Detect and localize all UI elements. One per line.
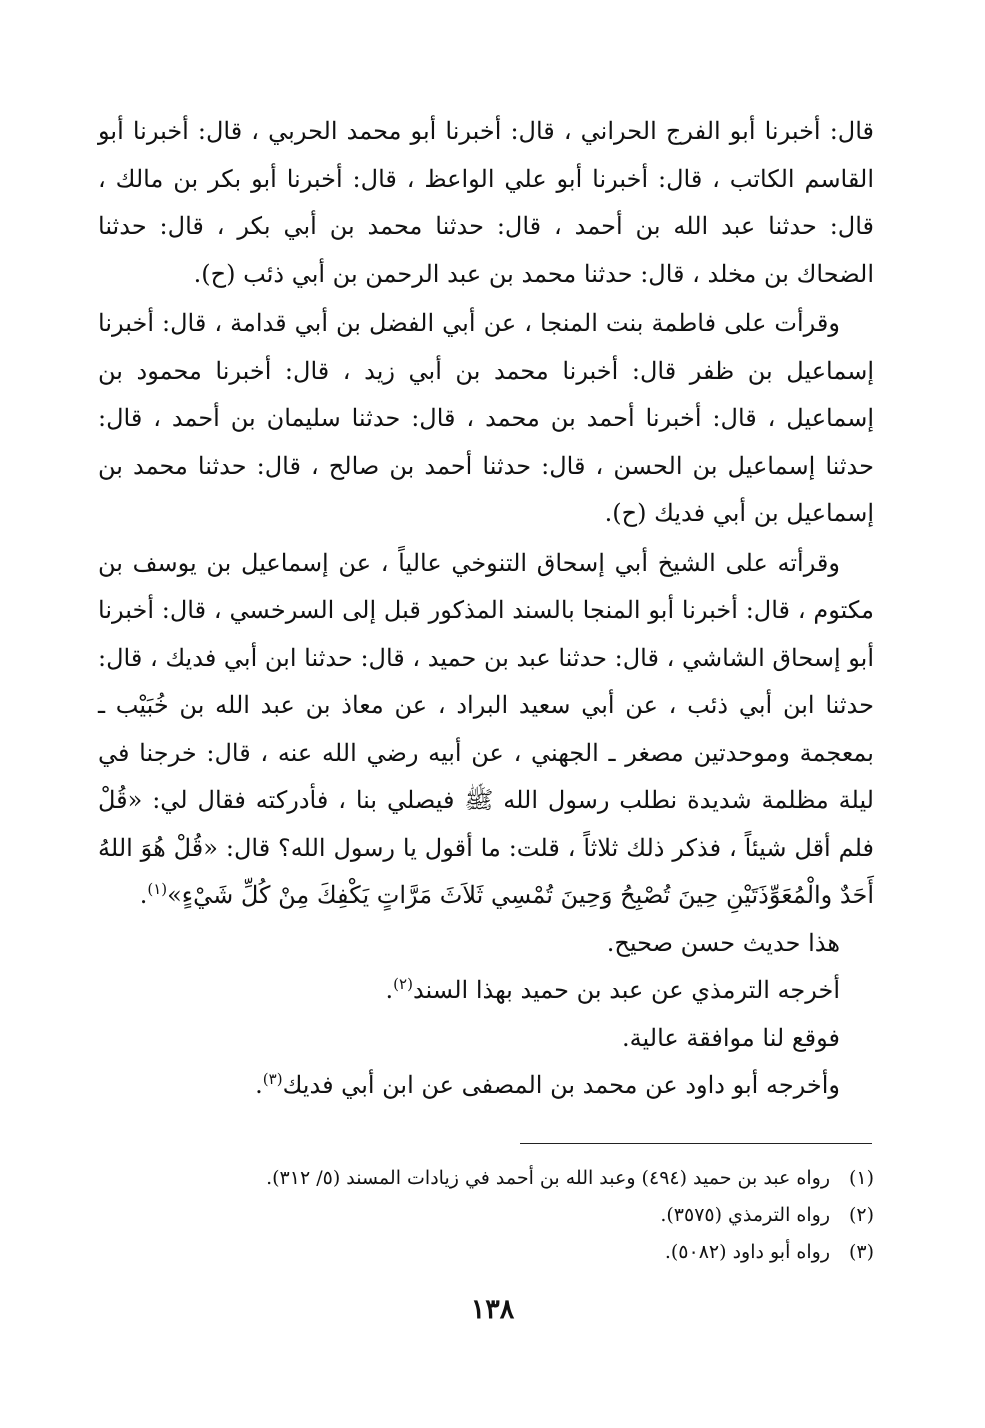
footnote-3-text: رواه أبو داود (٥٠٨٢). — [664, 1241, 830, 1263]
footnote-ref-3: (٣) — [262, 1070, 283, 1088]
line-hadith-grade-text: هذا حديث حسن صحيح. — [606, 928, 840, 957]
footnote-2-number: (٢) — [848, 1204, 874, 1226]
footnote-3-number: (٣) — [848, 1241, 874, 1263]
line-abu-dawud-text: وأخرجه أبو داود عن محمد بن المصفى عن ابن أبي فديك — [282, 1071, 840, 1099]
line-tirmidhi-text: أخرجه الترمذي عن عبد بن حميد بهذا السند — [412, 976, 840, 1004]
footnote-1-text: رواه عبد بن حميد (٤٩٤) وعبد الله بن أحمد في زيادات المسند (٥/ ٣١٢). — [266, 1167, 830, 1189]
footnote-ref-2: (٢) — [393, 975, 413, 993]
paragraph-3-text: وقرأته على الشيخ أبي إسحاق التنوخي عالياً ، عن إسماعيل بن يوسف بن مكتوم ، قال: أخبرنا أبو المنجا بالسند المذكور قبل إلى السرخسي ، قال: أخبرنا أبو إسحاق الشاشي ، قال: حدثنا عبد بن حميد ، قال: حدثنا ابن أبي فديك ، قال: حدثنا ابن أبي ذئب ، عن أبي سعيد البراد ، عن معاذ بن عبد الله بن خُبَيْب ـ بمعجمة وموحدتين مصغر ـ الجهني ، عن أبيه رضي الله عنه ، قال: خرجنا في ليلة مظلمة شديدة نطلب رسول الله ﷺ فيصلي بنا ، فأدركته فقال لي: «قُلْ فلم أقل شيئاً ، فذكر ذلك ثلاثاً ، قلت: ما أقول يا رسول الله؟ قال: «قُلْ هُوَ اللهُ أَحَدٌ والْمُعَوِّذَتَيْنِ حِينَ تُصْبِحُ وَحِينَ تُمْسِي ثَلاَثَ مَرَّاتٍ يَكْفِكَ مِنْ كُلِّ شَيْءٍ» — [98, 548, 875, 909]
footnote-1 — [98, 1160, 874, 1197]
line-hadith-grade — [98, 920, 874, 968]
line-tirmidhi — [98, 967, 874, 1015]
footnote-ref-1: (١) — [147, 880, 168, 898]
footnote-3 — [98, 1234, 874, 1271]
line-agreement-text: فوقع لنا موافقة عالية. — [622, 1023, 840, 1052]
paragraph-3-end: . — [139, 881, 148, 909]
footnote-1-number: (١) — [848, 1167, 874, 1189]
paragraph-1: قال: أخبرنا أبو الفرج الحراني ، قال: أخبرنا أبو محمد الحربي ، قال: أخبرنا أبو القاسم الكاتب ، قال: أخبرنا أبو علي الواعظ ، قال: أخبرنا أبو بكر بن مالك ، قال: حدثنا عبد الله بن أحمد ، قال: حدثنا محمد بن أبي بكر ، قال: حدثنا الضحاك بن مخلد ، قال: حدثنا محمد بن عبد الرحمن بن أبي ذئب (ح). — [98, 117, 875, 288]
page-number: ١٣٨ — [470, 1294, 515, 1325]
line-tirmidhi-end: . — [385, 976, 394, 1004]
line-abu-dawud-end: . — [255, 1071, 263, 1099]
line-abu-dawud — [98, 1062, 874, 1110]
footnote-divider — [520, 1143, 872, 1144]
footnote-2 — [98, 1197, 874, 1234]
line-agreement — [98, 1015, 874, 1063]
footnotes — [98, 1160, 874, 1271]
footnote-2-text: رواه الترمذي (٣٥٧٥). — [660, 1204, 830, 1226]
paragraph-2: وقرأت على فاطمة بنت المنجا ، عن أبي الفضل بن أبي قدامة ، قال: أخبرنا إسماعيل بن ظفر قال: أخبرنا محمد بن أبي زيد ، قال: أخبرنا محمود بن إسماعيل ، قال: أخبرنا أحمد بن محمد ، قال: حدثنا سليمان بن أحمد ، قال: حدثنا إسماعيل بن الحسن ، قال: حدثنا أحمد بن صالح ، قال: حدثنا محمد بن إسماعيل بن أبي فديك (ح). — [98, 309, 874, 527]
paragraph-3 — [98, 540, 874, 920]
main-text — [98, 108, 874, 1110]
